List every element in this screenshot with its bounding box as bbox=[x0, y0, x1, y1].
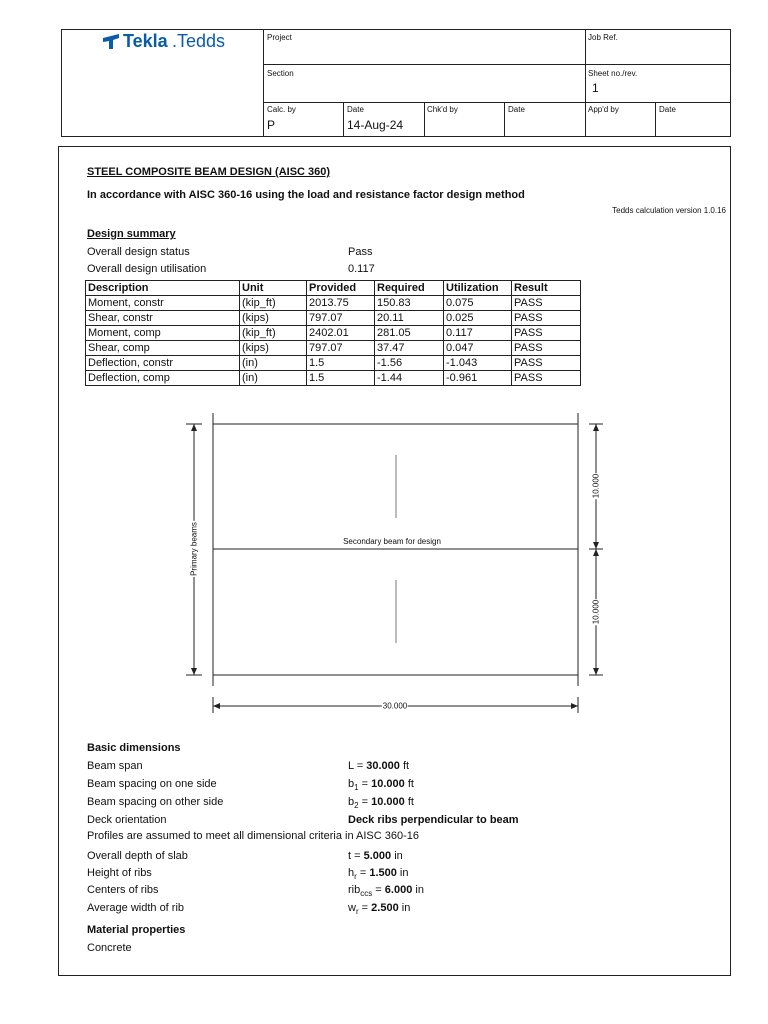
calc-by-value: P bbox=[267, 118, 276, 132]
table-cell: Shear, constr bbox=[86, 311, 240, 326]
table-cell: Moment, constr bbox=[86, 296, 240, 311]
table-cell: Deflection, comp bbox=[86, 371, 240, 386]
calc-version: Tedds calculation version 1.0.16 bbox=[612, 206, 726, 215]
slab-depth-value: t = 5.000 in bbox=[348, 850, 403, 862]
rib-width-value: $w_r = 2.500$ in bbox=[348, 902, 411, 917]
spacing-one-side-label: Beam spacing on one side bbox=[87, 778, 217, 790]
table-row bbox=[86, 371, 581, 386]
table-cell: (kip_ft) bbox=[240, 296, 307, 311]
table-row bbox=[86, 311, 581, 326]
table-cell: 2013.75 bbox=[307, 296, 375, 311]
util-value: 0.117 bbox=[348, 263, 375, 275]
table-cell: (kip_ft) bbox=[240, 326, 307, 341]
table-row bbox=[86, 326, 581, 341]
table-cell: -1.56 bbox=[375, 356, 444, 371]
table-row bbox=[86, 296, 581, 311]
table-row bbox=[86, 341, 581, 356]
concrete-label: Concrete bbox=[87, 942, 132, 954]
dim-label-bottom: 10.000 bbox=[591, 599, 601, 625]
col-header: Required bbox=[375, 281, 444, 296]
project-label: Project bbox=[267, 33, 292, 42]
table-cell: Deflection, constr bbox=[86, 356, 240, 371]
table-cell: PASS bbox=[512, 371, 581, 386]
table-cell: 20.11 bbox=[375, 311, 444, 326]
table-cell: PASS bbox=[512, 311, 581, 326]
table-cell: (kips) bbox=[240, 341, 307, 356]
rib-height-value: $h_r = 1.500$ in bbox=[348, 867, 409, 882]
design-summary-table bbox=[85, 280, 581, 386]
table-cell: PASS bbox=[512, 341, 581, 356]
deck-orientation-value: Deck ribs perpendicular to beam bbox=[348, 814, 519, 826]
material-heading: Material properties bbox=[87, 924, 186, 936]
title-block bbox=[61, 29, 731, 137]
col-header: Provided bbox=[307, 281, 375, 296]
sheet-value: 1 bbox=[592, 81, 599, 95]
status-label: Overall design status bbox=[87, 246, 190, 258]
spacing-other-side-value: $b_2 = 10.000$ ft bbox=[348, 796, 414, 811]
sheet-label: Sheet no./rev. bbox=[588, 69, 638, 78]
table-cell: 2402.01 bbox=[307, 326, 375, 341]
table-cell: 281.05 bbox=[375, 326, 444, 341]
rib-height-label: Height of ribs bbox=[87, 867, 152, 879]
date2-label: Date bbox=[508, 105, 525, 114]
table-cell: 797.07 bbox=[307, 341, 375, 356]
spacing-other-side-label: Beam spacing on other side bbox=[87, 796, 224, 808]
secondary-beam-label: Secondary beam for design bbox=[343, 537, 441, 546]
dim-label-span: 30.000 bbox=[382, 701, 408, 711]
table-row bbox=[86, 356, 581, 371]
table-cell: PASS bbox=[512, 296, 581, 311]
table-cell: 37.47 bbox=[375, 341, 444, 356]
primary-beams-label: Primary beams bbox=[189, 522, 199, 576]
basic-dimensions-heading: Basic dimensions bbox=[87, 742, 181, 754]
col-header: Description bbox=[86, 281, 240, 296]
table-cell: 0.025 bbox=[444, 311, 512, 326]
section-label: Section bbox=[267, 69, 294, 78]
table-cell: 0.117 bbox=[444, 326, 512, 341]
table-cell: 0.047 bbox=[444, 341, 512, 356]
doc-title: STEEL COMPOSITE BEAM DESIGN (AISC 360) bbox=[87, 166, 331, 178]
table-cell: Shear, comp bbox=[86, 341, 240, 356]
table-cell: (in) bbox=[240, 371, 307, 386]
chkd-by-label: Chk'd by bbox=[427, 105, 458, 114]
table-cell: Moment, comp bbox=[86, 326, 240, 341]
doc-subtitle: In accordance with AISC 360-16 using the load and resistance factor design method bbox=[87, 189, 525, 201]
beam-span-label: Beam span bbox=[87, 760, 143, 772]
table-cell: 0.075 bbox=[444, 296, 512, 311]
status-value: Pass bbox=[348, 246, 373, 258]
rib-centers-label: Centers of ribs bbox=[87, 884, 159, 896]
rib-centers-value: rib$_{ccs}$ = 6.000 in bbox=[348, 884, 424, 899]
appd-by-label: App'd by bbox=[588, 105, 619, 114]
table-cell: PASS bbox=[512, 356, 581, 371]
calc-by-label: Calc. by bbox=[267, 105, 296, 114]
util-label: Overall design utilisation bbox=[87, 263, 207, 275]
table-cell: -1.043 bbox=[444, 356, 512, 371]
table-cell: (in) bbox=[240, 356, 307, 371]
spacing-one-side-value: $b_1 = 10.000$ ft bbox=[348, 778, 414, 793]
date-label: Date bbox=[347, 105, 364, 114]
deck-orientation-label: Deck orientation bbox=[87, 814, 167, 826]
col-header: Result bbox=[512, 281, 581, 296]
col-header: Utilization bbox=[444, 281, 512, 296]
beam-span-value: L = 30.000 ft bbox=[348, 760, 410, 772]
dim-label-top: 10.000 bbox=[591, 473, 601, 499]
rib-width-label: Average width of rib bbox=[87, 902, 185, 914]
col-header: Unit bbox=[240, 281, 307, 296]
slab-depth-label: Overall depth of slab bbox=[87, 850, 188, 862]
table-cell: -0.961 bbox=[444, 371, 512, 386]
table-cell: 1.5 bbox=[307, 371, 375, 386]
logo-text: Tekla bbox=[123, 31, 168, 51]
tekla-logo-icon bbox=[102, 34, 120, 50]
summary-heading: Design summary bbox=[87, 228, 176, 240]
table-header-row bbox=[86, 281, 581, 296]
profiles-note: Profiles are assumed to meet all dimensional criteria in AISC 360-16 bbox=[87, 830, 419, 842]
date-value: 14-Aug-24 bbox=[347, 118, 404, 132]
table-cell: PASS bbox=[512, 326, 581, 341]
table-cell: (kips) bbox=[240, 311, 307, 326]
table-cell: 797.07 bbox=[307, 311, 375, 326]
table-cell: 1.5 bbox=[307, 356, 375, 371]
table-cell: 150.83 bbox=[375, 296, 444, 311]
tekla-logo bbox=[102, 32, 252, 54]
logo-text-tedds: .Tedds bbox=[172, 31, 226, 51]
table-cell: -1.44 bbox=[375, 371, 444, 386]
job-ref-label: Job Ref. bbox=[588, 33, 618, 42]
date3-label: Date bbox=[659, 105, 676, 114]
